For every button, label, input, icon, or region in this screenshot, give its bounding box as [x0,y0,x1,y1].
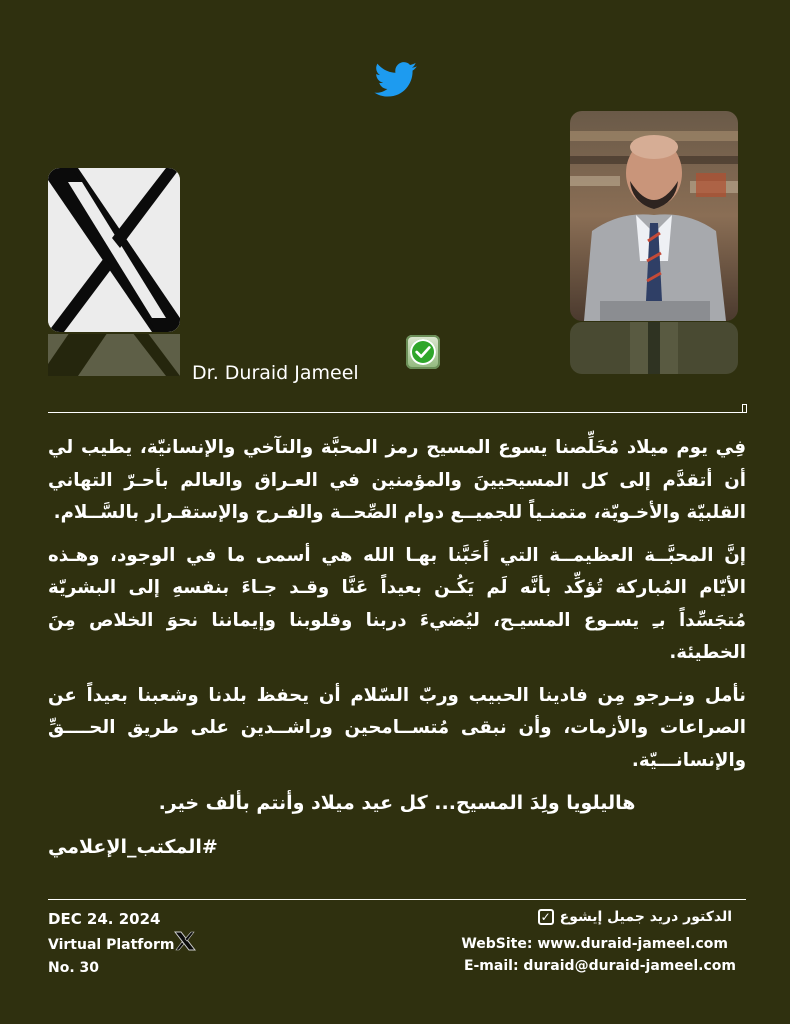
author-portrait [570,111,738,321]
divider-end-mark [742,404,747,413]
checkbox-icon: ✓ [538,909,554,925]
x-logo-reflection [48,334,180,376]
verified-check-icon [406,335,440,369]
hashtag-media-office[interactable]: #المكتب_الإعلامي [48,836,218,858]
author-name: Dr. Duraid Jameel [192,362,359,384]
closing-line: هاليلويا ولِدَ المسيح... كل عيد ميلاد وأنتم بألف خير. [158,792,636,814]
issue-number: No. 30 [48,960,100,976]
paragraph-greeting: فِي يوم ميلاد مُخَلِّصنا يسوع المسيح رمز المحبَّة والتآخي والإنسانيّة، يطيب لي أن أتقدَّم إلى كل المسيحيينَ والمؤمنين في العـراق والعالم بأحـرّ التهاني القلبيّة والأخـويّة، متمنـياً للجميــع دوام الصِّحــة والفـرح والإستقـرار بالسَّــلام. [48,437,746,523]
twitter-bird-icon [374,62,418,98]
signature-row [538,909,732,925]
bottom-divider [48,899,746,900]
x-logo-icon [48,168,180,332]
portrait-reflection [570,322,738,374]
x-small-icon [174,931,196,951]
message-body [48,432,746,787]
platform-label: Virtual Platform [48,937,175,953]
paragraph-love: إنَّ المحبَّــة العظيمــة التي أَحَبَّنا بهـا الله هي أسمى ما في الوجود، وهـذه الأيّام المُباركة تُؤكِّد بأنَّه لَم يَكُـن بعيداً عَنَّا وقـد جـاءَ بنفسهِ إلى البشريّة مُتجَسِّداً بـِ يسـوع المسيـح، ليُضيءَ دربنا وقلوبنا وإيماننا نحوَ الخلاص مِنَ الخطيئة. [48,544,746,663]
top-divider [48,412,746,413]
signature-name: الدكتور دريد جميل إيشوع [559,909,732,925]
publish-date: DEC 24. 2024 [48,910,161,928]
website-link[interactable]: WebSite: www.duraid-jameel.com [461,936,728,952]
email-link[interactable]: E-mail: duraid@duraid-jameel.com [463,958,736,974]
paragraph-hope: نأمل ونـرجو مِن فادينا الحبيب وربّ السّلام أن يحفظ بلدنا وشعبنا بعيداً عن الصراعات والأزمات، وأن نبقى مُتســامحين وراشــدين على طريق الحــــقِّ والإنسانـــيّة. [48,684,746,771]
